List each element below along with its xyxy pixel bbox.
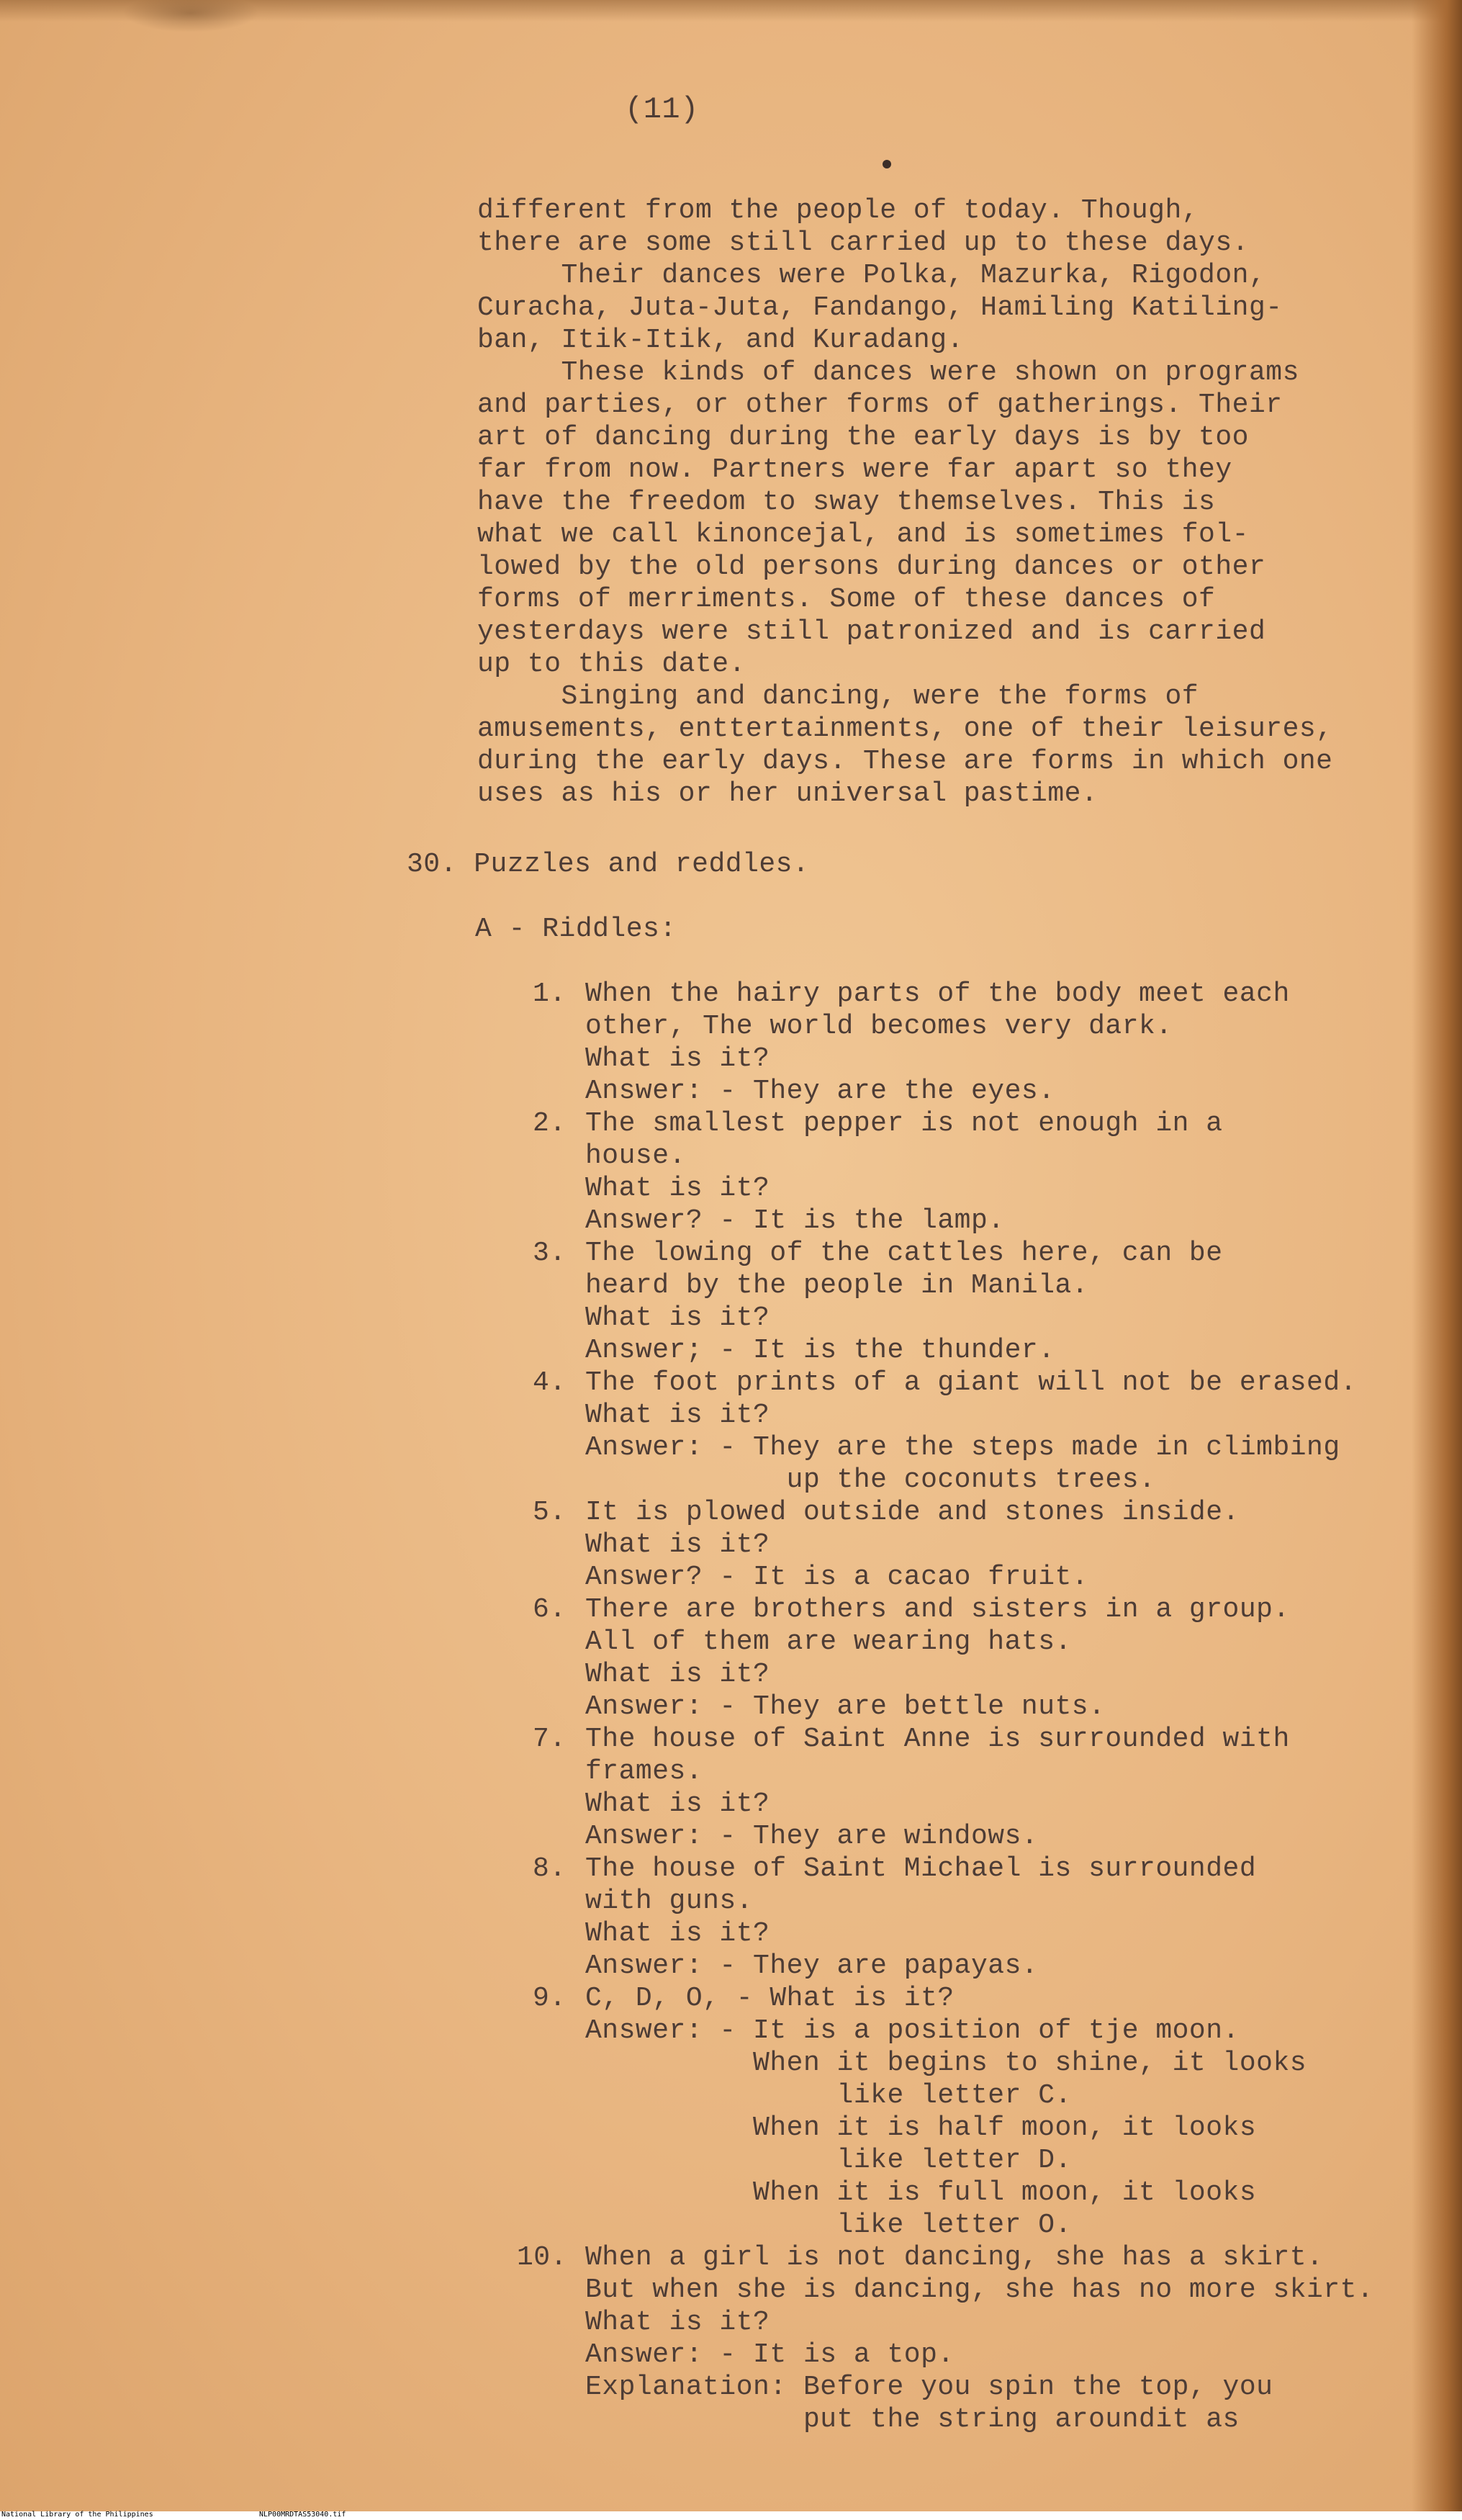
riddle-number: 6. <box>533 1594 567 1625</box>
riddle-line: The foot prints of a giant will not be erased. <box>585 1367 1357 1398</box>
riddle-line: What is it? <box>585 1659 770 1690</box>
riddle-line: Answer: - They are windows. <box>585 1821 1039 1852</box>
body-line: during the early days. These are forms in which one <box>477 746 1333 777</box>
riddle-number: 2. <box>533 1108 567 1139</box>
body-line: forms of merriments. Some of these dances of <box>477 584 1216 615</box>
riddle-number: 8. <box>533 1853 567 1884</box>
riddle-line: The lowing of the cattles here, can be <box>585 1238 1223 1269</box>
riddle-line: But when she is dancing, she has no more skirt. <box>585 2274 1374 2305</box>
body-line: yesterdays were still patronized and is carried <box>477 616 1266 647</box>
riddle-line: Explanation: Before you spin the top, you <box>585 2372 1273 2403</box>
riddle-line: Answer: - It is a top. <box>585 2339 955 2370</box>
riddle-line: What is it? <box>585 1043 770 1074</box>
riddle-line: frames. <box>585 1756 703 1787</box>
body-line: Their dances were Polka, Mazurka, Rigodon, <box>477 260 1266 291</box>
body-line: different from the people of today. Though, <box>477 195 1199 226</box>
riddle-line: with guns. <box>585 1886 754 1917</box>
riddle-number: 5. <box>533 1497 567 1528</box>
riddle-line: Answer; - It is the thunder. <box>585 1335 1055 1366</box>
scan-footer <box>0 2511 1462 2520</box>
riddles-subheading: A - Riddles: <box>475 914 677 945</box>
riddle-line: Answer: - It is a position of tje moon. <box>585 2015 1240 2046</box>
riddle-line: When it is half moon, it looks <box>585 2112 1257 2143</box>
riddle-number: 9. <box>533 1983 567 2014</box>
riddle-line: Answer? - It is the lamp. <box>585 1205 1005 1236</box>
riddle-line: Answer: - They are the steps made in climbing <box>585 1432 1340 1463</box>
riddle-line: like letter C. <box>585 2080 1072 2111</box>
riddle-line: like letter O. <box>585 2210 1072 2241</box>
riddle-line: When it is full moon, it looks <box>585 2177 1257 2208</box>
body-line: Singing and dancing, were the forms of <box>477 681 1199 712</box>
body-line: and parties, or other forms of gatherings. Their <box>477 390 1283 420</box>
body-line: ban, Itik-Itik, and Kuradang. <box>477 325 964 356</box>
riddle-line: Answer: - They are the eyes. <box>585 1076 1055 1107</box>
body-line: there are some still carried up to these days. <box>477 228 1249 258</box>
body-line: Curacha, Juta-Juta, Fandango, Hamiling Katiling- <box>477 292 1283 323</box>
riddle-line: What is it? <box>585 1173 770 1204</box>
ink-dot <box>883 160 891 168</box>
footer-file-id: NLP00MRDTAS53040.tif <box>259 2511 346 2519</box>
body-line: lowed by the old persons during dances or other <box>477 552 1266 582</box>
riddle-number: 4. <box>533 1367 567 1398</box>
riddle-line: What is it? <box>585 1918 770 1949</box>
riddle-line: What is it? <box>585 1529 770 1560</box>
riddle-number: 1. <box>533 978 567 1009</box>
riddle-number: 10. <box>517 2242 567 2273</box>
riddle-line: Answer: - They are papayas. <box>585 1950 1039 1981</box>
riddle-line: When it begins to shine, it looks <box>585 2048 1307 2079</box>
page-right-edge <box>1412 0 1462 2520</box>
riddle-number: 7. <box>533 1724 567 1755</box>
riddle-line: put the string aroundit as <box>585 2404 1240 2435</box>
riddle-line: What is it? <box>585 1302 770 1333</box>
riddle-line: heard by the people in Manila. <box>585 1270 1089 1301</box>
body-line: far from now. Partners were far apart so they <box>477 454 1232 485</box>
riddle-line: Answer? - It is a cacao fruit. <box>585 1562 1089 1593</box>
section-heading: 30. Puzzles and reddles. <box>407 849 810 880</box>
page-number: (11) <box>625 92 699 127</box>
paper-smudge <box>122 0 259 32</box>
riddle-line: What is it? <box>585 1788 770 1819</box>
riddle-line: Answer: - They are bettle nuts. <box>585 1691 1106 1722</box>
riddle-line: When a girl is not dancing, she has a skirt. <box>585 2242 1324 2273</box>
riddle-line: C, D, O, - What is it? <box>585 1983 955 2014</box>
body-line: up to this date. <box>477 649 746 680</box>
riddle-line: What is it? <box>585 1400 770 1431</box>
riddle-line: The house of Saint Michael is surrounded <box>585 1853 1257 1884</box>
body-line: uses as his or her universal pastime. <box>477 778 1098 809</box>
footer-library: National Library of the Philippines <box>1 2511 153 2519</box>
body-line: art of dancing during the early days is by too <box>477 422 1249 453</box>
riddle-number: 3. <box>533 1238 567 1269</box>
riddle-line: house. <box>585 1140 686 1171</box>
riddle-line: other, The world becomes very dark. <box>585 1011 1173 1042</box>
body-line: These kinds of dances were shown on programs <box>477 357 1299 388</box>
body-line: have the freedom to sway themselves. This is <box>477 487 1216 518</box>
riddle-line: like letter D. <box>585 2145 1072 2176</box>
riddle-line: What is it? <box>585 2307 770 2338</box>
riddle-line: The house of Saint Anne is surrounded with <box>585 1724 1290 1755</box>
riddle-line: It is plowed outside and stones inside. <box>585 1497 1240 1528</box>
riddle-line: There are brothers and sisters in a group. <box>585 1594 1290 1625</box>
body-line: amusements, enttertainments, one of their leisures, <box>477 714 1333 744</box>
riddle-line: up the coconuts trees. <box>585 1464 1156 1495</box>
riddle-line: When the hairy parts of the body meet each <box>585 978 1290 1009</box>
riddle-line: All of them are wearing hats. <box>585 1626 1072 1657</box>
riddle-line: The smallest pepper is not enough in a <box>585 1108 1223 1139</box>
body-line: what we call kinoncejal, and is sometimes fol- <box>477 519 1249 550</box>
